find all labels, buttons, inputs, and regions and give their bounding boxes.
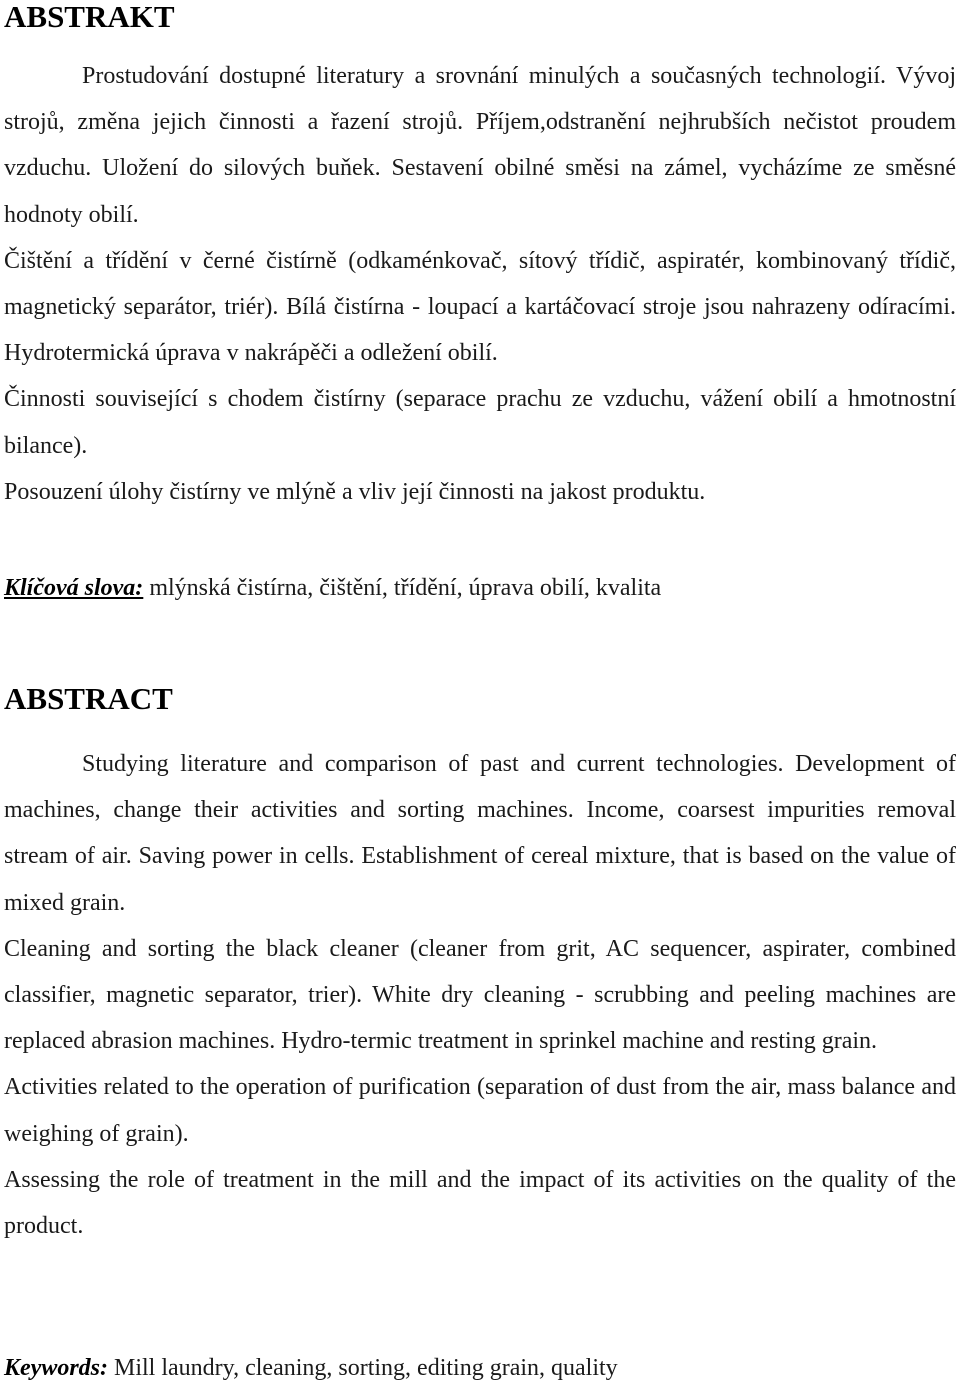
czech-keywords-label: Klíčová slova: — [4, 575, 144, 601]
english-abstract-body — [4, 741, 956, 1249]
czech-paragraph-4: Posouzení úlohy čistírny ve mlýně a vliv její činnosti na jakost produktu. — [4, 478, 706, 505]
english-paragraph-2: Cleaning and sorting the black cleaner (cleaner from grit, AC sequencer, aspirater, combined classifier, magnetic separator, trier). White dry cleaning - scrubbing and peeling machines are replaced abrasion machines. Hydro-termic treatment in sprinkel machine and resting grain. — [4, 935, 956, 1055]
english-paragraph-4: Assessing the role of treatment in the mill and the impact of its activities on the quality of the product. — [4, 1166, 956, 1240]
english-keywords — [4, 1352, 956, 1384]
english-paragraph-3: Activities related to the operation of purification (separation of dust from the air, mass balance and weighing of grain). — [4, 1074, 956, 1147]
english-keywords-text: Mill laundry, cleaning, sorting, editing grain, quality — [108, 1355, 618, 1381]
english-abstract-heading: ABSTRACT — [4, 681, 173, 716]
czech-keywords-text: mlýnská čistírna, čištění, třídění, úprava obilí, kvalita — [143, 575, 662, 601]
czech-paragraph-3: Činnosti související s chodem čistírny (separace prachu ze vzduchu, vážení obilí a hmotnostní bilance). — [4, 386, 956, 459]
english-paragraph-1: Studying literature and comparison of past and current technologies. Development of machines, change their activities and sorting machines. Income, coarsest impurities removal stream of air. Saving power in cells. Establishment of cereal mixture, that is based on the value of mixed grain. — [4, 751, 956, 916]
czech-keywords — [4, 572, 956, 604]
english-keywords-label: Keywords: — [4, 1355, 108, 1381]
czech-paragraph-1: Prostudování dostupné literatury a srovnání minulých a současných technologií. Vývoj strojů, změna jejich činnosti a řazení strojů. Příjem,odstranění nejhrubších nečistot proudem vzduchu. Uložení do silových buňek. Sestavení obilné směsi na zámel, vycházíme ze směsné hodnoty obilí. — [4, 63, 956, 228]
czech-paragraph-2: Čištění a třídění v černé čistírně (odkaménkovač, sítový třídič, aspiratér, kombinovaný třídič, magnetický separátor, triér). Bílá čistírna - loupací a kartáčovací stroje jsou nahrazeny odíracími. Hydrotermická úprava v nakrápěči a odležení obilí. — [4, 247, 956, 367]
czech-keywords-line — [4, 572, 956, 604]
czech-abstract-section — [4, 0, 956, 34]
czech-abstract-heading: ABSTRAKT — [4, 0, 175, 34]
english-abstract-section — [4, 682, 956, 716]
english-keywords-line — [4, 1352, 956, 1384]
czech-abstract-body — [4, 53, 956, 515]
